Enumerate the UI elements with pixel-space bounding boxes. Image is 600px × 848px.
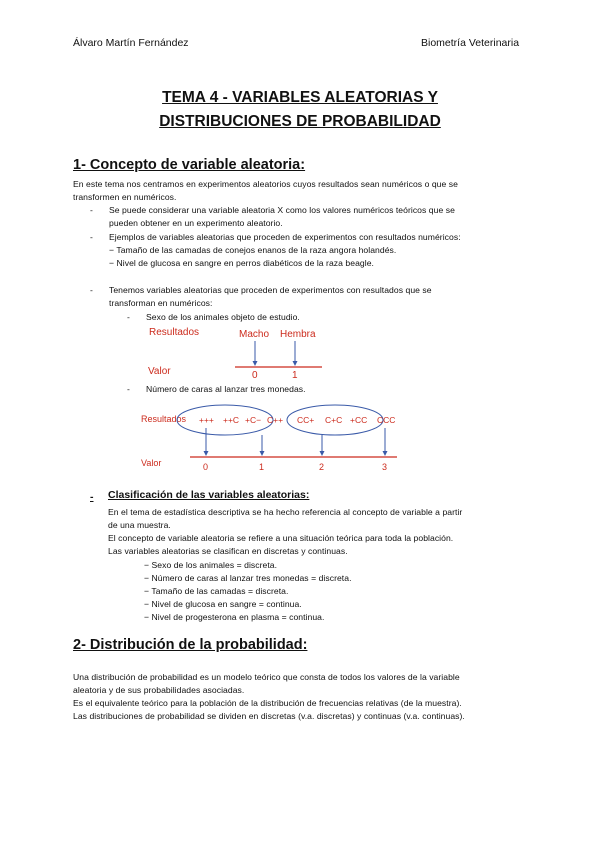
classification-item: − Nivel de glucosa en sangre = continua.: [144, 599, 302, 609]
diagram-2-outcome: ++C: [223, 415, 240, 425]
diagram-2-outcome: +C−: [245, 415, 262, 425]
title-line-1: TEMA 4 - VARIABLES ALEATORIAS Y: [162, 89, 438, 106]
diagram-2-outcome: C++: [267, 415, 284, 425]
diagram-1-outcome: Macho: [239, 329, 270, 340]
classification-item: − Número de caras al lanzar tres monedas = discreta.: [144, 573, 352, 583]
bullet-3-line: Tenemos variables aleatorias que proceden de experimentos con resultados que se: [109, 285, 432, 295]
title-line-2: DISTRIBUCIONES DE PROBABILIDAD: [159, 113, 441, 130]
classification-heading: Clasificación de las variables aleatorias:: [108, 489, 310, 501]
section-2-heading: 2- Distribución de la probabilidad:: [73, 637, 308, 653]
diagram-2-value-label: Valor: [141, 458, 162, 468]
diagram-2-value: 3: [382, 462, 388, 472]
bullet-1-line: Se puede considerar una variable aleatoria X como los valores numéricos teóricos que se: [109, 205, 455, 215]
intro-line: transformen en numéricos.: [73, 192, 177, 202]
bullet-dash: -: [90, 285, 93, 295]
diagram-2-value: 0: [203, 462, 209, 472]
diagram-1-value: 0: [252, 370, 258, 381]
bullet-2-item: − Tamaño de las camadas de conejos enanos de la raza angora holandés.: [109, 245, 397, 255]
diagram-1-arrowhead: [253, 361, 258, 366]
diagram-2-outcome: CCC: [377, 415, 396, 425]
diagram-1-value: 1: [292, 370, 298, 381]
diagram-2-arrowhead: [260, 451, 265, 456]
header-author: Álvaro Martín Fernández: [73, 37, 189, 49]
bullet-2-line: Ejemplos de variables aleatorias que proceden de experimentos con resultados numéricos:: [109, 232, 461, 242]
example-2: Número de caras al lanzar tres monedas.: [146, 384, 306, 394]
section-2-line: Una distribución de probabilidad es un modelo teórico que consta de todos los valores de la variable: [73, 672, 460, 682]
section-2-line: Es el equivalente teórico para la población de la distribución de frecuencias relativas (de la muestra).: [73, 698, 462, 708]
intro-line: En este tema nos centramos en experimentos aleatorios cuyos resultados sean numéricos o que se: [73, 179, 458, 189]
diagram-2-arrowhead: [320, 451, 325, 456]
bullet-dash: -: [90, 205, 93, 215]
diagram-2-outcome: C+C: [325, 415, 343, 425]
section-1-heading: 1- Concepto de variable aleatoria:: [73, 157, 306, 173]
bullet-dash: -: [127, 312, 130, 322]
bullet-dash: -: [90, 232, 93, 242]
bullet-1-line: pueden obtener en un experimento aleatorio.: [109, 218, 283, 228]
diagram-2-outcome: +++: [199, 415, 214, 425]
classification-item: − Sexo de los animales = discreta.: [144, 560, 278, 570]
diagram-2-arrowhead: [383, 451, 388, 456]
header-course: Biometría Veterinaria: [421, 37, 520, 49]
classification-line: Las variables aleatorias se clasifican en discretas y continuas.: [108, 546, 348, 556]
bullet-dash: -: [90, 491, 94, 503]
diagram-2-value: 1: [259, 462, 265, 472]
classification-line: En el tema de estadística descriptiva se ha hecho referencia al concepto de variable a partir: [108, 507, 463, 517]
diagram-2-outcome: +CC: [350, 415, 368, 425]
classification-line: El concepto de variable aleatoria se refiere a una situación teórica para toda la población.: [108, 533, 454, 543]
diagram-2-outcome: CC+: [297, 415, 315, 425]
bullet-2-item: − Nivel de glucosa en sangre en perros diabéticos de la raza beagle.: [109, 258, 374, 268]
diagram-1-row-label: Resultados: [149, 327, 200, 338]
diagram-2-row-label: Resultados: [141, 414, 187, 424]
coins-diagram: [135, 398, 415, 474]
diagram-2-arrowhead: [204, 451, 209, 456]
example-1: Sexo de los animales objeto de estudio.: [146, 312, 300, 322]
section-2-line: Las distribuciones de probabilidad se dividen en discretas (v.a. discretas) y continuas (v.a. continuas).: [73, 711, 465, 721]
diagram-1-arrowhead: [293, 361, 298, 366]
diagram-1-value-label: Valor: [148, 366, 171, 377]
section-2-line: aleatoria y de sus probabilidades asociadas.: [73, 685, 245, 695]
classification-line: de una muestra.: [108, 520, 171, 530]
classification-item: − Tamaño de las camadas = discreta.: [144, 586, 289, 596]
sex-diagram: [140, 322, 340, 382]
bullet-dash: -: [127, 384, 130, 394]
diagram-2-value: 2: [319, 462, 325, 472]
classification-item: − Nivel de progesterona en plasma = continua.: [144, 612, 325, 622]
bullet-3-line: transforman en numéricos:: [109, 298, 213, 308]
diagram-1-outcome: Hembra: [280, 329, 316, 340]
